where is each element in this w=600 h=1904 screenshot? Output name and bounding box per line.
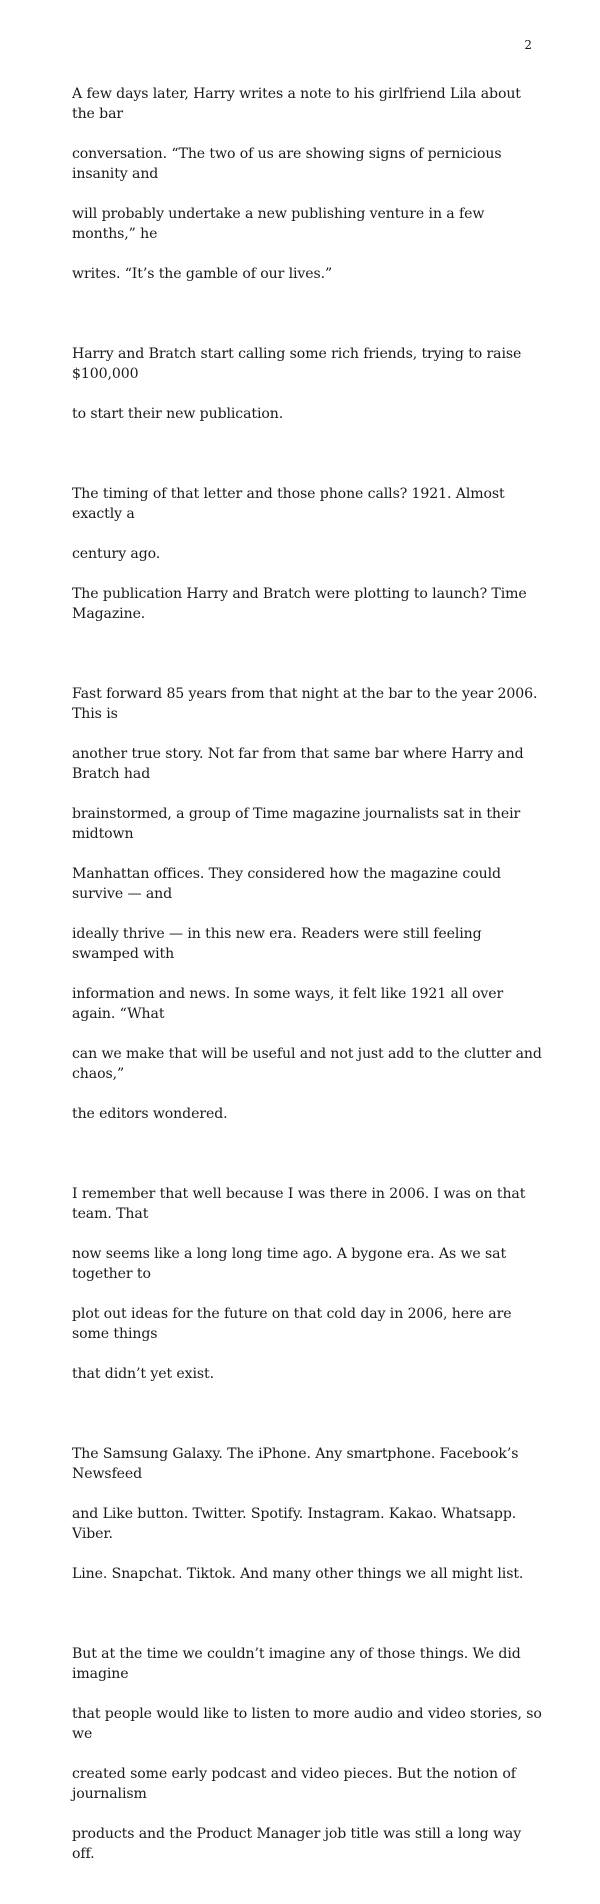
text-line: The timing of that letter and those phone calls? 1921. Almost exactly a xyxy=(72,486,505,522)
text-line: ideally thrive — in this new era. Readers were still feeling swamped with xyxy=(72,926,482,962)
text-line: can we make that will be useful and not just add to the clutter and chaos,” xyxy=(72,1046,542,1082)
text-line: brainstormed, a group of Time magazine journalists sat in their midtown xyxy=(72,806,521,842)
text-line: century ago. xyxy=(72,546,161,562)
text-line: information and news. In some ways, it felt like 1921 all over again. “What xyxy=(72,986,504,1022)
text-line: plot out ideas for the future on that cold day in 2006, here are some things xyxy=(72,1306,512,1342)
text-line: The publication Harry and Bratch were plotting to launch? Time Magazine. xyxy=(72,586,527,622)
text-line: now seems like a long long time ago. A bygone era. As we sat together to xyxy=(72,1246,507,1282)
paragraph-5 xyxy=(72,1164,542,1404)
text-line: products and the Product Manager job title was still a long way off. xyxy=(72,1826,522,1862)
text-line: to start their new publication. xyxy=(72,406,284,422)
text-line: I remember that well because I was there in 2006. I was on that team. That xyxy=(72,1186,526,1222)
text-line: The Samsung Galaxy. The iPhone. Any smartphone. Facebook’s Newsfeed xyxy=(72,1446,519,1482)
text-line: created some early podcast and video pieces. But the notion of journalism xyxy=(72,1766,516,1802)
text-line: Fast forward 85 years from that night at the bar to the year 2006. This is xyxy=(72,686,538,722)
paragraph-1 xyxy=(72,64,542,304)
paragraph-6 xyxy=(72,1424,542,1604)
page-number: 2 xyxy=(524,38,532,52)
text-line: Line. Snapchat. Tiktok. And many other things we all might list. xyxy=(72,1566,524,1582)
paragraph-4 xyxy=(72,664,542,1144)
text-line: the editors wondered. xyxy=(72,1106,228,1122)
body-text xyxy=(72,64,542,1904)
text-line: Manhattan offices. They considered how the magazine could survive — and xyxy=(72,866,501,902)
text-line: Harry and Bratch start calling some rich friends, trying to raise $100,000 xyxy=(72,346,522,382)
text-line: that people would like to listen to more audio and video stories, so we xyxy=(72,1706,542,1742)
paragraph-2 xyxy=(72,324,542,444)
text-line: But at the time we couldn’t imagine any of those things. We did imagine xyxy=(72,1646,521,1682)
text-line: another true story. Not far from that same bar where Harry and Bratch had xyxy=(72,746,524,782)
text-line: conversation. “The two of us are showing signs of pernicious insanity and xyxy=(72,146,502,182)
paragraph-3 xyxy=(72,464,542,644)
text-line: writes. “It’s the gamble of our lives.” xyxy=(72,266,333,282)
text-line: that didn’t yet exist. xyxy=(72,1366,214,1382)
text-line: A few days later, Harry writes a note to his girlfriend Lila about the bar xyxy=(72,86,521,122)
text-line: and Like button. Twitter. Spotify. Instagram. Kakao. Whatsapp. Viber. xyxy=(72,1506,517,1542)
text-line: will probably undertake a new publishing venture in a few months,” he xyxy=(72,206,485,242)
paragraph-7 xyxy=(72,1624,542,1884)
